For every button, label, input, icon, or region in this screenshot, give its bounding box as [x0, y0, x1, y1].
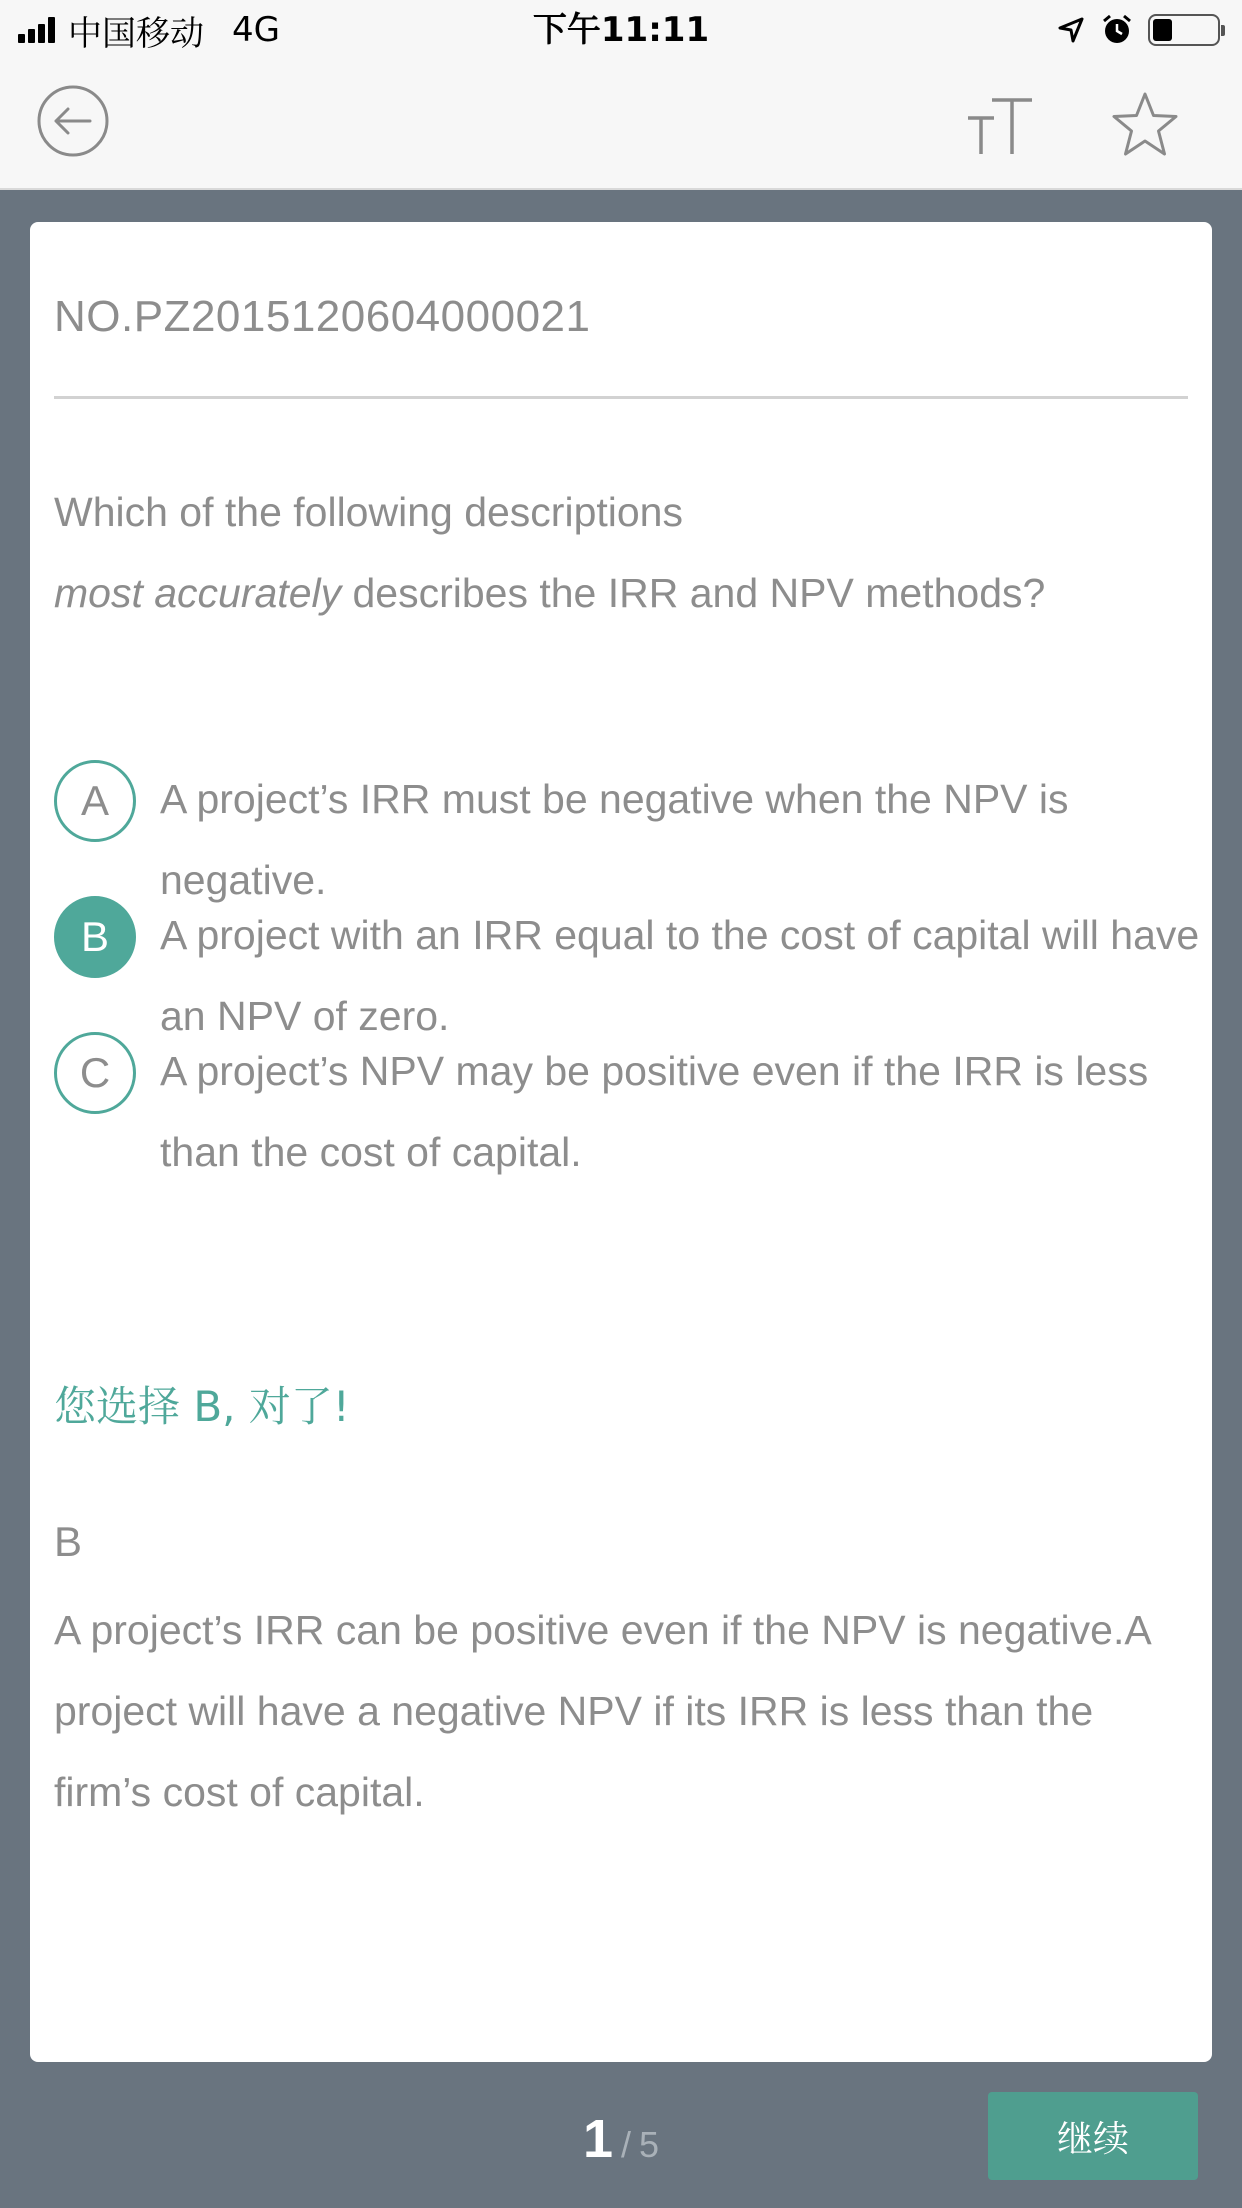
alarm-clock-icon — [1100, 13, 1134, 47]
network-type: 4G — [232, 10, 280, 50]
question-line-2: describes the IRR and NPV methods? — [341, 570, 1046, 616]
signal-strength-icon — [18, 17, 58, 43]
option-b-letter: B — [54, 896, 136, 978]
option-c-letter: C — [54, 1032, 136, 1114]
back-arrow-circle-icon — [36, 84, 110, 158]
back-button[interactable] — [36, 84, 110, 158]
continue-button[interactable]: 继续 — [988, 2092, 1198, 2180]
question-emphasis: most accurately — [54, 570, 342, 616]
option-a-text: A project’s IRR must be negative when the NPV is negative. — [160, 776, 1069, 903]
status-bar — [0, 0, 1242, 62]
option-c[interactable] — [54, 1032, 1198, 1202]
correct-answer-letter: B — [54, 1518, 83, 1565]
location-arrow-icon — [1056, 15, 1086, 45]
question-card — [30, 222, 1212, 2062]
font-size-button[interactable] — [966, 90, 1036, 160]
status-time: 下午11:11 — [532, 10, 710, 50]
question-line-1: Which of the following descriptions — [54, 489, 683, 535]
question-text — [54, 472, 1188, 634]
option-c-text: A project’s NPV may be positive even if the IRR is less than the cost of capital. — [160, 1048, 1149, 1175]
battery-level — [1153, 19, 1172, 41]
result-message: 您选择 B, 对了! — [54, 1382, 350, 1431]
option-a-letter: A — [54, 760, 136, 842]
page-current: 1 — [582, 2109, 613, 2169]
font-size-icon — [966, 90, 1036, 160]
status-right — [1056, 12, 1220, 48]
carrier-name: 中国移动 — [68, 13, 204, 54]
option-b-text: A project with an IRR equal to the cost of capital will have an NPV of zero. — [160, 912, 1200, 1039]
answer-explanation: A project’s IRR can be positive even if the NPV is negative.A project will have a negative NPV if its IRR is less than the firm’s cost of capital. — [54, 1607, 1150, 1815]
question-id: NO.PZ2015120604000021 — [54, 292, 591, 341]
battery-icon — [1148, 14, 1220, 46]
nav-bar — [0, 62, 1242, 190]
star-outline-icon — [1108, 88, 1182, 162]
page-separator: / — [621, 2124, 632, 2165]
page-total: 5 — [639, 2124, 660, 2165]
status-left — [18, 10, 280, 54]
favorite-button[interactable] — [1108, 88, 1182, 162]
divider — [54, 396, 1188, 399]
